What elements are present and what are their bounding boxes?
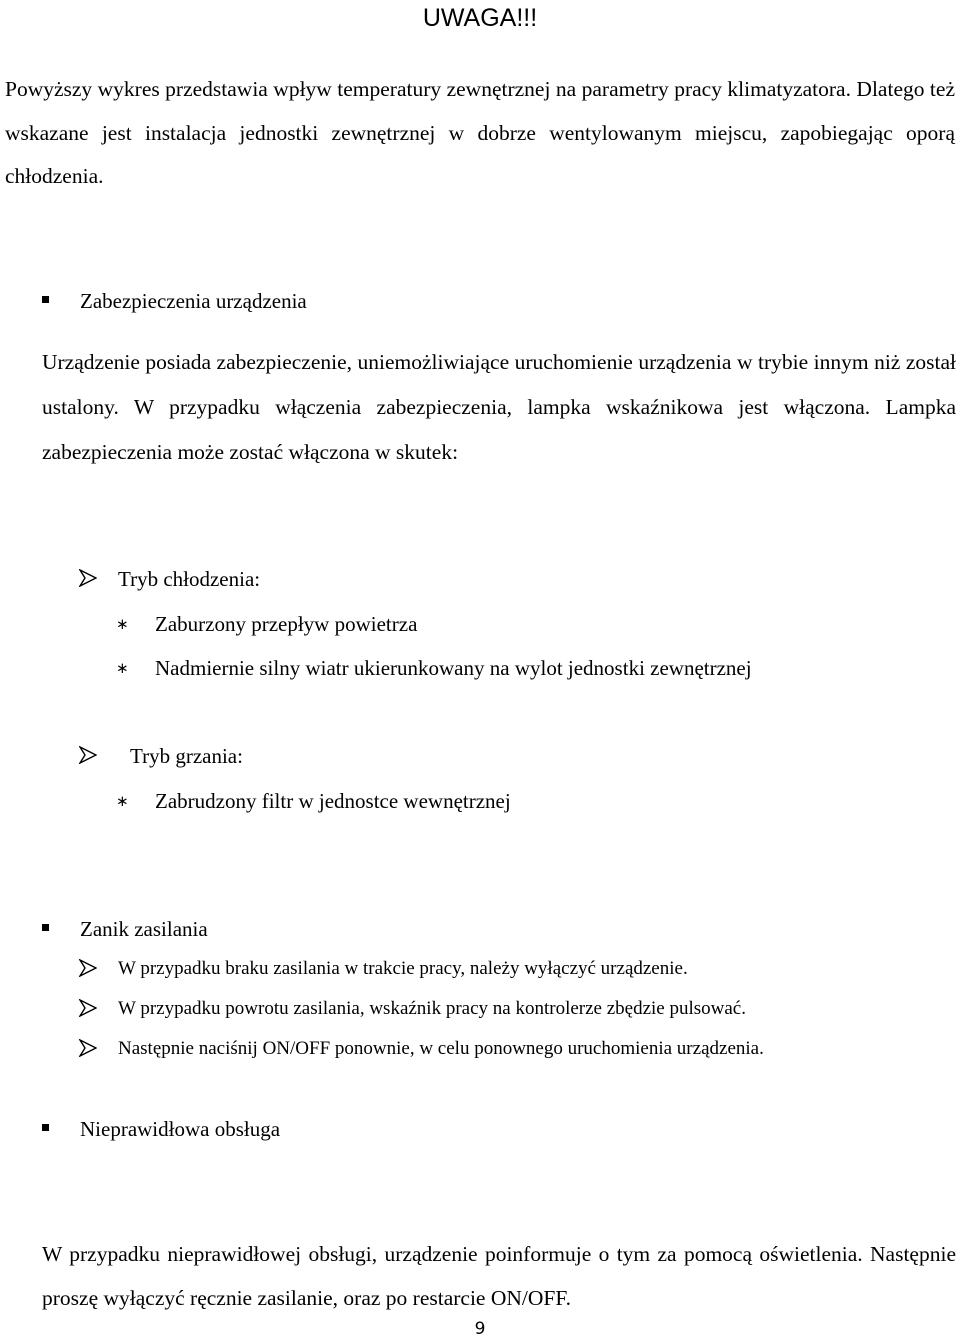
heating-mode-label: Tryb grzania:	[130, 744, 243, 768]
arrowhead-bullet-icon	[79, 1039, 97, 1057]
power-loss-item: Następnie naciśnij ON/OFF ponownie, w celu ponownego uruchomienia urządzenia.	[118, 1038, 764, 1059]
asterisk-bullet-icon: ∗	[116, 615, 129, 633]
cooling-item: Zaburzony przepływ powietrza	[155, 612, 418, 636]
section-heading-misuse: Nieprawidłowa obsługa	[80, 1117, 281, 1141]
asterisk-bullet-icon: ∗	[116, 659, 129, 677]
protection-paragraph: Urządzenie posiada zabezpieczenie, uniemożliwiające uruchomienie urządzenia w trybie innym niż został ustalony. W przypadku włączenia zabezpieczenia, lampka wskaźnikowa jest włączona. Lampka zabezpieczenia może zostać włączona w skutek:	[42, 350, 956, 464]
section-heading-power-loss: Zanik zasilania	[80, 917, 208, 941]
arrowhead-bullet-icon	[79, 959, 97, 977]
arrowhead-bullet-icon	[79, 746, 97, 764]
square-bullet-icon	[42, 1124, 49, 1131]
cooling-mode-label: Tryb chłodzenia:	[118, 567, 261, 591]
square-bullet-icon	[42, 924, 49, 931]
power-loss-item: W przypadku braku zasilania w trakcie pracy, należy wyłączyć urządzenie.	[118, 958, 688, 979]
intro-paragraph: Powyższy wykres przedstawia wpływ temperatury zewnętrznej na parametry pracy klimatyzatora. Dlatego też wskazane jest instalacja jednostki zewnętrznej w dobrze wentylowanym miejscu, zapobiegając oporą chłodzenia.	[5, 77, 955, 188]
power-loss-item: W przypadku powrotu zasilania, wskaźnik pracy na kontrolerze zbędzie pulsować.	[118, 998, 746, 1019]
asterisk-bullet-icon: ∗	[116, 792, 129, 810]
arrowhead-bullet-icon	[79, 569, 97, 587]
cooling-item: Nadmiernie silny wiatr ukierunkowany na wylot jednostki zewnętrznej	[155, 656, 752, 680]
heating-item: Zabrudzony filtr w jednostce wewnętrznej	[155, 789, 511, 813]
page-number: 9	[474, 1319, 486, 1339]
square-bullet-icon	[42, 296, 49, 303]
misuse-paragraph: W przypadku nieprawidłowej obsługi, urządzenie poinformuje o tym za pomocą oświetlenia. Następnie proszę wyłączyć ręcznie zasilanie, oraz po restarcie ON/OFF.	[42, 1242, 956, 1310]
page-title: UWAGA!!!	[422, 4, 538, 32]
arrowhead-bullet-icon	[79, 999, 97, 1017]
section-heading-protection: Zabezpieczenia urządzenia	[80, 289, 307, 313]
